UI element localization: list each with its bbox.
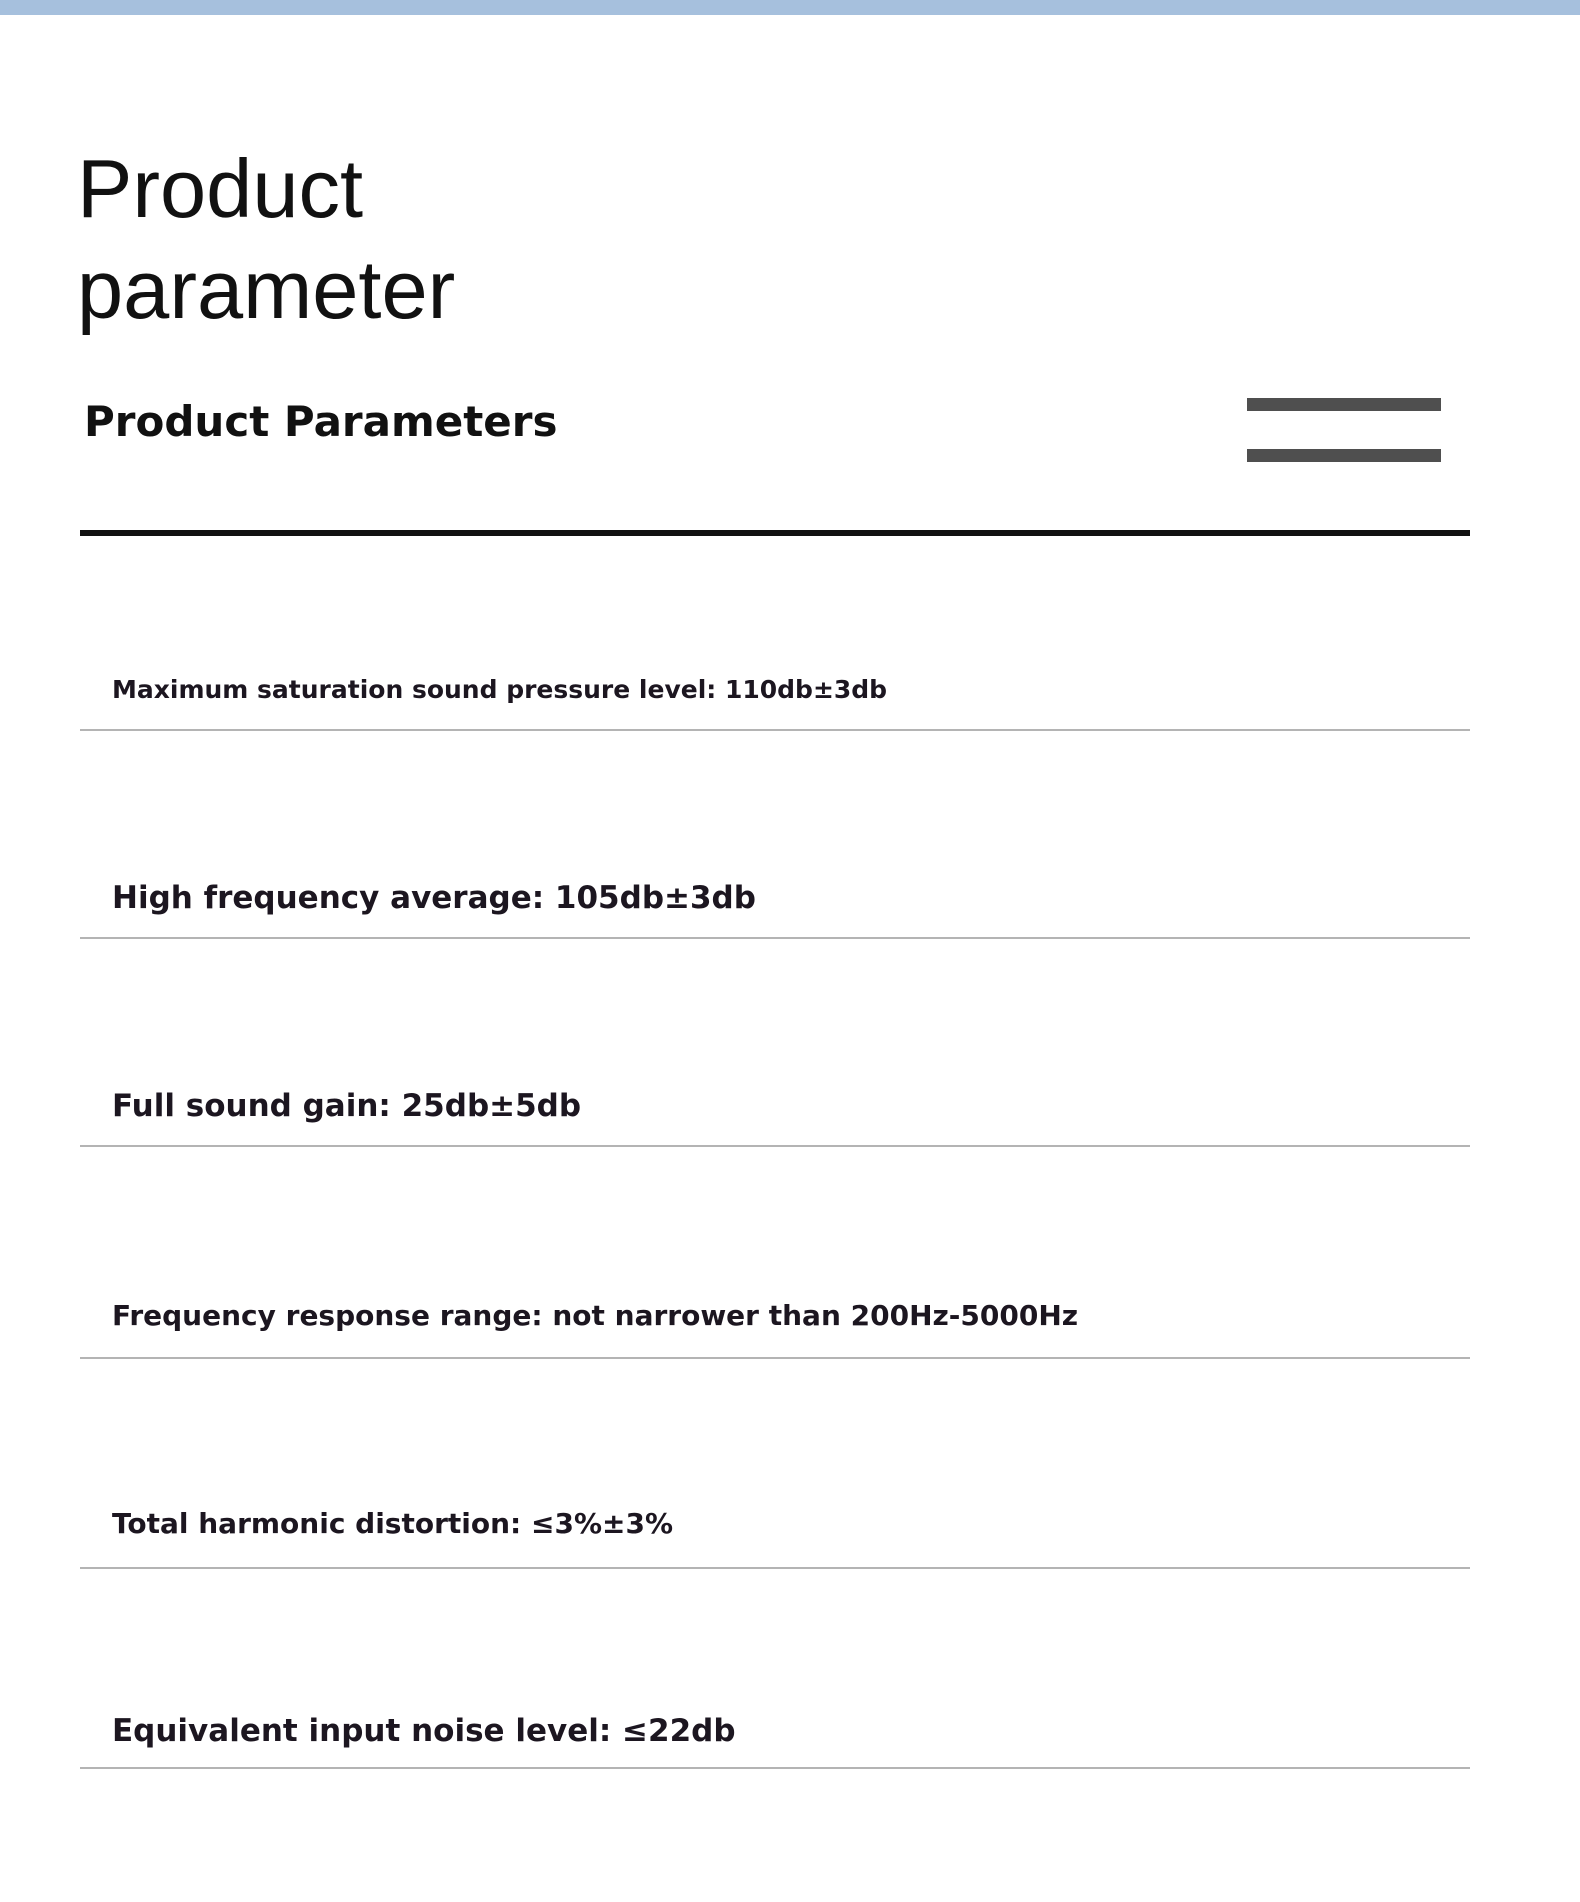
parameter-item: Equivalent input noise level: ≤22db bbox=[112, 1713, 736, 1749]
menu-icon-bar-bottom bbox=[1247, 449, 1441, 462]
parameter-item: Full sound gain: 25db±5db bbox=[112, 1088, 582, 1124]
parameter-divider bbox=[80, 937, 1470, 939]
page-title bbox=[77, 138, 455, 340]
section-divider bbox=[80, 530, 1470, 536]
parameter-item: High frequency average: 105db±3db bbox=[112, 880, 756, 916]
parameter-item: Frequency response range: not narrower than 200Hz-5000Hz bbox=[112, 1299, 1079, 1332]
page-title-line-1: Product bbox=[77, 142, 364, 235]
section-title: Product Parameters bbox=[84, 397, 558, 446]
menu-icon[interactable] bbox=[1247, 398, 1441, 462]
parameter-divider bbox=[80, 1567, 1470, 1569]
page-title-line-2: parameter bbox=[77, 243, 456, 336]
parameter-item: Total harmonic distortion: ≤3%±3% bbox=[112, 1507, 673, 1540]
parameter-divider bbox=[80, 729, 1470, 731]
parameter-divider bbox=[80, 1145, 1470, 1147]
top-accent-strip bbox=[0, 0, 1580, 15]
parameter-item: Maximum saturation sound pressure level: 110db±3db bbox=[112, 675, 888, 704]
menu-icon-bar-top bbox=[1247, 398, 1441, 411]
parameter-divider bbox=[80, 1767, 1470, 1769]
parameter-divider bbox=[80, 1357, 1470, 1359]
